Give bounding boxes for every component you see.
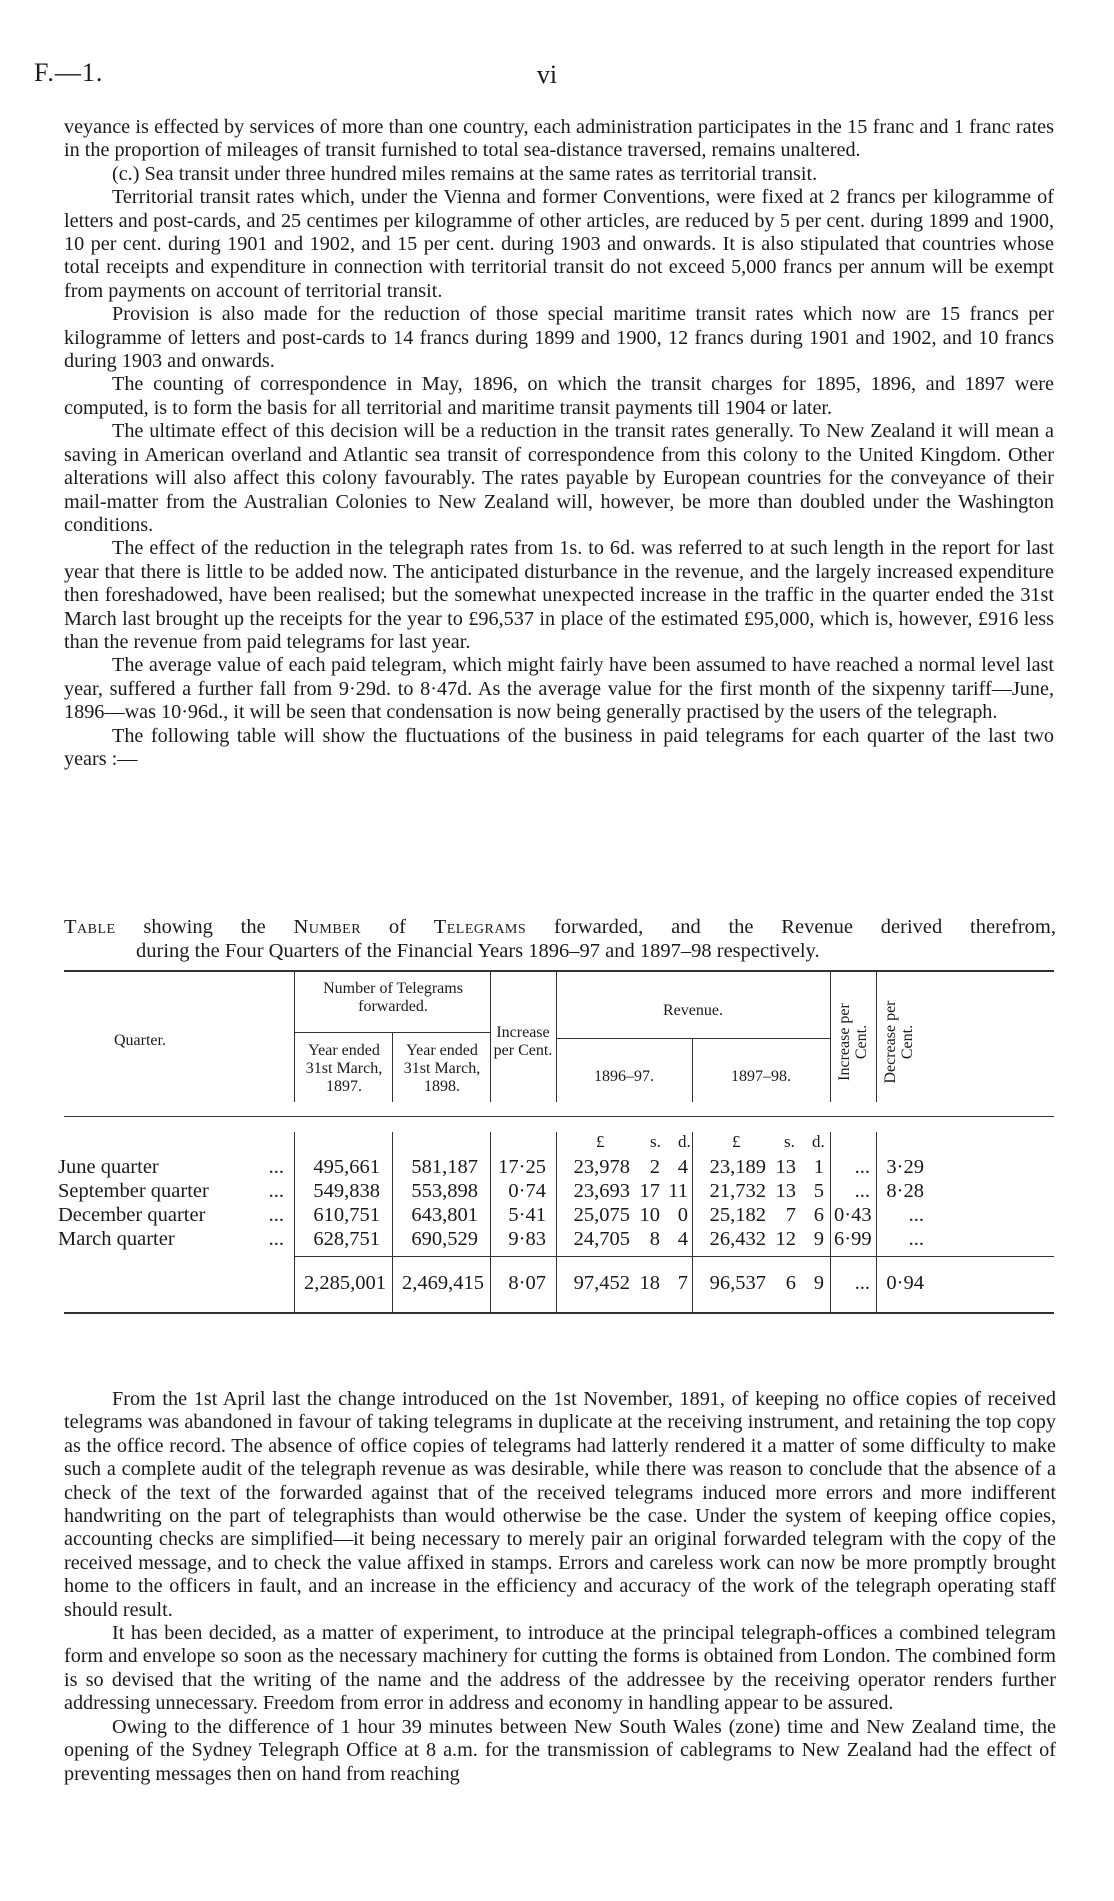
cell-revenue-pence: 4 [677, 1228, 688, 1250]
paragraph: It has been decided, as a matter of experiment, to introduce at the principal telegraph-offices a combined telegram form and envelope so soon as the necessary machinery for cutting the forms is obtained from London. The combined form is so devised that the writing of the name and the address of the addressee by the receiving operator renders further addressing unnecessary. Freedom from error in address and economy in handling appear to be assured. [64, 1622, 1056, 1715]
caption-word-telegrams: Telegrams [433, 916, 527, 938]
cell-year-1897: 610,751 [313, 1204, 380, 1226]
cell-increase-percent: ... [854, 1156, 870, 1178]
total-year-1898: 2,469,415 [402, 1272, 484, 1294]
total-revenue-pounds: 96,537 [709, 1272, 766, 1294]
paragraph: The effect of the reduction in the telegraph rates from 1s. to 6d. was referred to at such length in the report for last year that there is little to be added now. The anticipated disturbance in the revenue, and the largely increased expenditure then foreshadowed, have been realised; but the somewhat unexpected increase in the traffic in the quarter ended the 31st March last brought up the receipts for the year to £96,537 in place of the estimated £95,000, which is, however, £916 less than the revenue from paid telegrams for last year. [64, 537, 1054, 653]
cell-revenue-pence: 6 [813, 1204, 824, 1226]
header-year-1897: Year ended 31st March, 1897. [305, 1042, 383, 1095]
cell-revenue-pence: 0 [677, 1204, 688, 1226]
cell-year-1898: 581,187 [411, 1156, 478, 1178]
cell-revenue-pounds: 23,978 [573, 1156, 630, 1178]
cell-revenue-pence: 9 [813, 1228, 824, 1250]
header-revenue-1897-98: 1897–98. [731, 1068, 791, 1085]
cell-revenue-pounds: 26,432 [709, 1228, 766, 1250]
paragraph: From the 1st April last the change introduced on the 1st November, 1891, of keeping no office copies of received telegrams was abandoned in favour of taking telegrams in duplicate at the receiving instrument, and retaining the top copy as the office record. The absence of office copies of telegrams had latterly rendered it a matter of some difficulty to make such a complete audit of the telegraph revenue as was desirable, while there was reason to conclude that the absence of a check of the text of the forwarded against that of the received telegrams induced more errors and more indifferent handwriting on the part of telegraphists than would otherwise be the case. Under the system of keeping office copies, accounting checks are simplified—it being necessary to merely pair an original forwarded telegram with the copy of the received message, and to check the value affixed in stamps. Errors and careless work can now be more promptly brought home to the officers in fault, and an increase in the efficiency and accuracy of the work of the telegraph operating staff should result. [64, 1388, 1056, 1621]
cell-increase: 0·74 [508, 1180, 546, 1202]
cell-increase: 9·83 [508, 1228, 546, 1250]
paragraph: The following table will show the fluctuations of the business in paid telegrams for each quarter of the last two years :— [64, 724, 1054, 770]
header-year-1898: Year ended 31st March, 1898. [403, 1042, 481, 1095]
cell-revenue-shillings: 13 [775, 1156, 796, 1178]
header-revenue: Revenue. [663, 1002, 723, 1019]
unit-penny: d. [812, 1132, 825, 1151]
cell-decrease-percent: 8·28 [886, 1180, 924, 1202]
body-text-bottom [64, 1388, 1056, 1786]
cell-year-1897: 549,838 [313, 1180, 380, 1202]
header-increase-percent: Increase per Cent. [836, 1003, 870, 1081]
cell-revenue-shillings: 17 [639, 1180, 660, 1202]
page-number: vi [536, 60, 558, 89]
cell-increase: 17·25 [498, 1156, 546, 1178]
unit-shilling: s. [650, 1132, 661, 1151]
caption-text: showing the [115, 916, 294, 938]
total-rule [294, 1256, 1054, 1257]
caption-text: of [361, 916, 434, 938]
cell-increase-percent: ... [854, 1180, 870, 1202]
total-increase: 8·07 [508, 1272, 546, 1294]
paragraph: Provision is also made for the reduction of those special maritime transit rates which now are 15 francs per kilogramme of letters and post-cards to 14 francs during 1899 and 1900, 12 francs during 1901 and 1902, and 10 francs during 1903 and onwards. [64, 303, 1054, 373]
row-quarter: September quarter [58, 1180, 209, 1202]
cell-year-1897: 495,661 [313, 1156, 380, 1178]
header-revenue-1896-97: 1896–97. [594, 1068, 654, 1085]
row-dots: ... [268, 1228, 284, 1250]
caption-word-number: Number [293, 916, 362, 938]
header-increase: Increase per Cent. [493, 1024, 553, 1059]
cell-revenue-shillings: 12 [775, 1228, 796, 1250]
caption-word-table: Table [64, 916, 116, 938]
table-top-rule [64, 970, 1054, 972]
cell-decrease-percent: ... [908, 1228, 924, 1250]
cell-revenue-pence: 4 [677, 1156, 688, 1178]
paragraph: veyance is effected by services of more than one country, each administration participates in the 15 franc and 1 franc rates in the proportion of mileages of transit furnished to total sea-distance traversed, remains unaltered. [64, 116, 1054, 162]
cell-revenue-pence: 11 [668, 1180, 688, 1202]
cell-year-1897: 628,751 [313, 1228, 380, 1250]
paragraph: The average value of each paid telegram, which might fairly have been assumed to have reached a normal level last year, suffered a further fall from 9·29d. to 8·47d. As the average value for the first month of the sixpenny tariff—June, 1896—was 10·96d., it will be seen that condensation is now being generally practised by the users of the telegraph. [64, 654, 1054, 724]
caption-text: forwarded, and the Revenue derived therefrom, [526, 916, 1056, 938]
header-number-forwarded: Number of Telegrams forwarded. [323, 980, 463, 1015]
cell-year-1898: 643,801 [411, 1204, 478, 1226]
column-rule [830, 1132, 831, 1312]
cell-year-1898: 553,898 [411, 1180, 478, 1202]
total-increase-percent: ... [854, 1272, 870, 1294]
paragraph: Owing to the difference of 1 hour 39 minutes between New South Wales (zone) time and New Zealand time, the opening of the Sydney Telegraph Office at 8 a.m. for the transmission of cablegrams to New Zealand had the effect of preventing messages then on hand from reaching [64, 1715, 1056, 1785]
cell-revenue-pounds: 23,693 [573, 1180, 630, 1202]
paragraph: Territorial transit rates which, under the Vienna and former Conventions, were fixed at 2 francs per kilogramme of letters and post-cards, and 25 centimes per kilogramme of other articles, are reduced by 5 per cent. during 1899 and 1900, 10 per cent. during 1901 and 1902, and 15 per cent. during 1903 and onwards. It is also stipulated that countries whose total receipts and expenditure in connection with territorial transit do not exceed 5,000 francs per annum will be exempt from payments on account of territorial transit. [64, 186, 1054, 302]
cell-revenue-pence: 1 [813, 1156, 824, 1178]
total-revenue-shillings: 6 [785, 1272, 796, 1294]
cell-revenue-pence: 5 [813, 1180, 824, 1202]
header-sub-rule [556, 1038, 830, 1039]
total-year-1897: 2,285,001 [304, 1272, 386, 1294]
total-decrease-percent: 0·94 [886, 1272, 924, 1294]
column-rule [490, 970, 491, 1102]
column-rule [392, 1032, 393, 1102]
row-quarter: June quarter [58, 1156, 159, 1178]
row-dots: ... [268, 1180, 284, 1202]
unit-penny: d. [678, 1132, 691, 1151]
telegram-table [58, 970, 1054, 1345]
cell-revenue-pounds: 24,705 [573, 1228, 630, 1250]
row-quarter: December quarter [58, 1204, 206, 1226]
cell-increase-percent: 6·99 [834, 1228, 872, 1250]
row-quarter: March quarter [58, 1228, 175, 1250]
table-caption [64, 916, 1056, 963]
cell-year-1898: 690,529 [411, 1228, 478, 1250]
caption-line-2: during the Four Quarters of the Financial Years 1896–97 and 1897–98 respectively. [136, 939, 820, 962]
column-rule [392, 1132, 393, 1312]
cell-revenue-pounds: 21,732 [709, 1180, 766, 1202]
total-revenue-pence: 7 [677, 1272, 688, 1294]
cell-revenue-pounds: 23,189 [709, 1156, 766, 1178]
header-decrease-percent: Decrease per Cent. [882, 1000, 916, 1084]
total-revenue-pence: 9 [813, 1272, 824, 1294]
paragraph: The counting of correspondence in May, 1896, on which the transit charges for 1895, 1896, and 1897 were computed, is to form the basis for all territorial and maritime transit payments till 1904 or later. [64, 373, 1054, 419]
section-reference: F.—1. [34, 58, 104, 87]
cell-increase: 5·41 [508, 1204, 546, 1226]
table-bottom-rule [64, 1312, 1054, 1314]
body-text-top [64, 116, 1054, 771]
cell-increase-percent: 0·43 [834, 1204, 872, 1226]
cell-revenue-shillings: 10 [639, 1204, 660, 1226]
page-header [34, 58, 1060, 94]
paragraph: (c.) Sea transit under three hundred miles remains at the same rates as territorial transit. [112, 162, 818, 185]
column-rule [294, 1132, 295, 1312]
header-quarter: Quarter. [114, 1032, 166, 1049]
column-rule [876, 1132, 877, 1312]
unit-shilling: s. [784, 1132, 795, 1151]
cell-revenue-shillings: 8 [649, 1228, 660, 1250]
cell-revenue-shillings: 2 [649, 1156, 660, 1178]
column-rule [294, 970, 295, 1102]
unit-pound: £ [596, 1132, 605, 1151]
cell-revenue-shillings: 13 [775, 1180, 796, 1202]
column-rule [490, 1132, 491, 1312]
row-dots: ... [268, 1204, 284, 1226]
paragraph: The ultimate effect of this decision will be a reduction in the transit rates generally. To New Zealand it will mean a saving in American overland and Atlantic sea transit of correspondence from this colony to the United Kingdom. Other alterations will also affect this colony favourably. The rates payable by European countries for the conveyance of their mail-matter from the Australian Colonies to New Zealand will, however, be more than doubled under the Washington conditions. [64, 420, 1054, 536]
cell-revenue-shillings: 7 [785, 1204, 796, 1226]
cell-revenue-pounds: 25,075 [573, 1204, 630, 1226]
row-dots: ... [268, 1156, 284, 1178]
header-bottom-rule [64, 1116, 1054, 1117]
total-revenue-shillings: 18 [639, 1272, 660, 1294]
cell-decrease-percent: ... [908, 1204, 924, 1226]
unit-pound: £ [732, 1132, 741, 1151]
cell-revenue-pounds: 25,182 [709, 1204, 766, 1226]
cell-decrease-percent: 3·29 [886, 1156, 924, 1178]
total-revenue-pounds: 97,452 [573, 1272, 630, 1294]
column-rule [830, 970, 831, 1102]
column-rule [876, 970, 877, 1102]
